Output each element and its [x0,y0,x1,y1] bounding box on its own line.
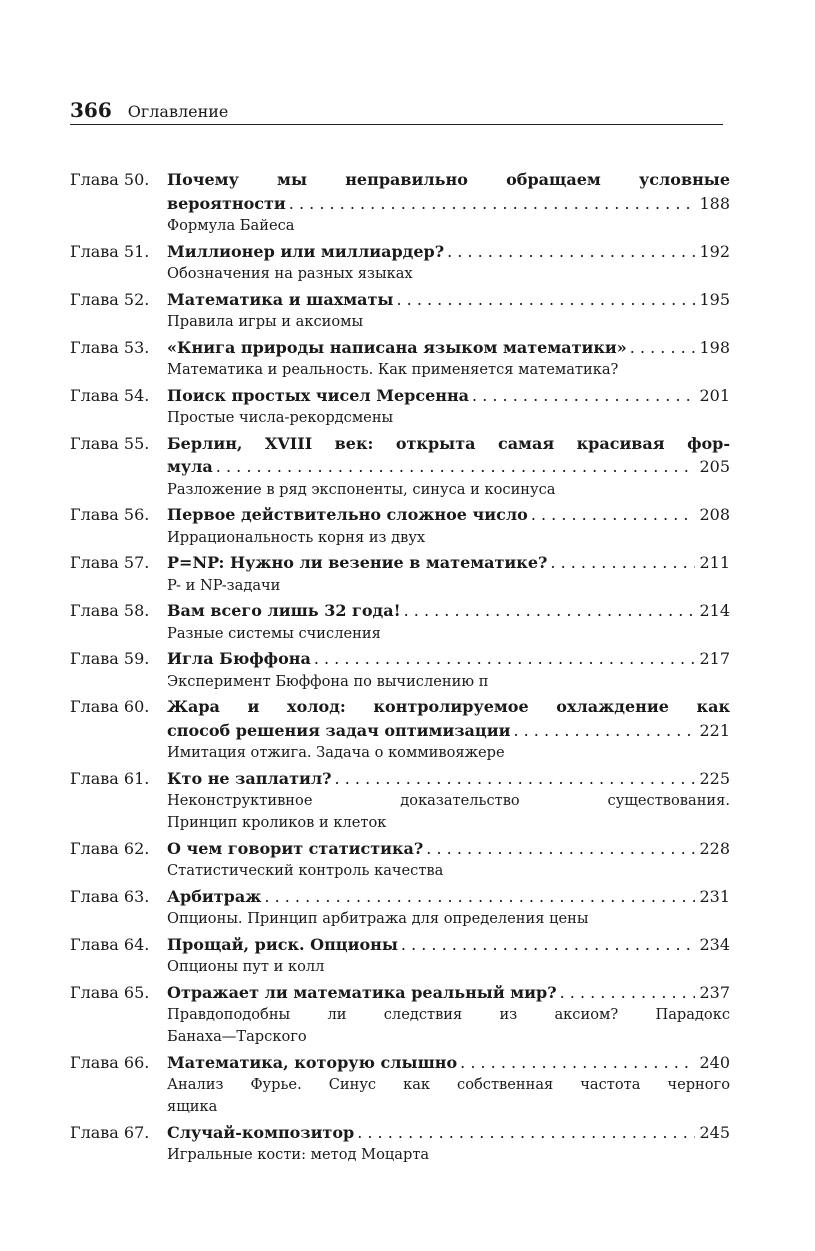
chapter-title: Прощай, риск. Опционы [167,934,398,954]
dot-leader [550,551,695,575]
chapter-label: Глава 60. [70,697,150,717]
page-ref: 211 [699,553,730,573]
section-subtitle: Опционы. Принцип арбитража для определения цены [167,910,589,928]
section-subtitle: Иррациональность корня из двух [167,528,426,546]
chapter-title: P=NP: Нужно ли везение в математике? [167,553,548,573]
toc-entry [70,1121,730,1167]
chapter-label: Глава 53. [70,337,150,357]
chapter-label: Глава 54. [70,385,150,405]
chapter-label: Глава 50. [70,170,150,189]
section-subtitle: Опционы пут и колл [167,958,325,976]
title-line [167,933,730,957]
toc-entry [70,551,730,597]
section-subtitle: Имитация отжига. Задача о коммивояжере [167,744,505,762]
dot-leader [472,384,695,408]
section-subtitle: Банаха—Тарского [167,1028,307,1046]
dot-leader [264,885,695,909]
entry-body [167,647,730,693]
dot-leader [289,192,696,216]
entry-body [167,981,730,1049]
title-line [167,240,730,264]
chapter-title-first-line: Почему мы неправильно обращаем условные [167,170,730,189]
page-ref: 217 [699,649,730,669]
chapter-title: Вам всего лишь 32 года! [167,601,401,621]
section-subtitle: Правила игры и аксиомы [167,313,364,331]
entry-body [167,885,730,931]
page-ref: 245 [699,1122,730,1142]
dot-leader [531,503,696,527]
page-ref: 234 [699,934,730,954]
toc-entry [70,885,730,931]
entry-body [167,336,730,382]
section-subtitle: ящика [167,1098,218,1116]
title-line [167,719,730,743]
dot-leader [401,933,696,957]
toc-entry [70,599,730,645]
chapter-title: способ решения задач оптимизации [167,720,511,740]
chapter-title: Математика и шахматы [167,289,394,309]
toc-entry [70,767,730,835]
chapter-title: «Книга природы написана языком математики» [167,337,627,357]
entry-body [167,1051,730,1119]
title-line [167,767,730,791]
title-line [167,885,730,909]
chapter-label: Глава 66. [70,1052,150,1072]
chapter-title: Математика, которую слышно [167,1052,458,1072]
chapter-label: Глава 67. [70,1122,150,1142]
chapter-label: Глава 51. [70,241,150,261]
title-line [167,647,730,671]
chapter-label: Глава 61. [70,768,150,788]
entry-body [167,240,730,286]
chapter-title: Случай-композитор [167,1122,355,1142]
dot-leader [396,288,695,312]
chapter-title-first-line: Жара и холод: контролируемое охлаждение как [167,697,730,717]
chapter-label: Глава 52. [70,289,150,309]
page-ref: 231 [699,886,730,906]
section-subtitle: Эксперимент Бюффона по вычислению π [167,672,489,690]
entry-body [167,837,730,883]
section-subtitle: Принцип кроликов и клеток [167,814,387,832]
chapter-label: Глава 58. [70,601,150,621]
page-ref: 208 [699,505,730,525]
running-header [70,98,723,125]
page-ref: 205 [699,457,730,477]
page-ref: 221 [699,720,730,740]
dot-leader [357,1121,695,1145]
entry-body [167,288,730,334]
running-title: Оглавление [127,102,229,121]
toc-entry [70,384,730,430]
section-subtitle: Правдоподобны ли следствия из аксиом? Парадокс [167,1006,730,1024]
toc-entry [70,288,730,334]
section-subtitle: Обозначения на разных языках [167,265,413,283]
dot-leader [216,455,696,479]
section-subtitle: Статистический контроль качества [167,862,444,880]
toc-entry [70,933,730,979]
dot-leader [560,981,696,1005]
section-subtitle: Разложение в ряд экспоненты, синуса и косинуса [167,480,556,498]
chapter-label: Глава 57. [70,553,150,573]
title-line [167,1121,730,1145]
page-ref: 198 [699,337,730,357]
dot-leader [426,837,695,861]
title-line [167,981,730,1005]
entry-body [167,432,730,501]
title-line [167,192,730,216]
toc-entry [70,837,730,883]
table-of-contents [70,168,730,1169]
section-subtitle: Математика и реальность. Как применяется математика? [167,361,619,379]
title-line [167,599,730,623]
toc-entry [70,981,730,1049]
entry-body [167,767,730,835]
page-ref: 237 [699,982,730,1002]
page-ref: 228 [699,838,730,858]
dot-leader [314,647,696,671]
chapter-title: О чем говорит статистика? [167,838,424,858]
page-ref: 201 [699,385,730,405]
chapter-title: Кто не заплатил? [167,768,332,788]
section-subtitle: Формула Байеса [167,217,295,235]
section-subtitle: Неконструктивное доказательство существования. [167,792,730,810]
chapter-title: Арбитраж [167,886,262,906]
title-line [167,288,730,312]
section-subtitle: Анализ Фурье. Синус как собственная частота черного [167,1076,730,1094]
chapter-label: Глава 59. [70,649,150,669]
chapter-label: Глава 55. [70,433,150,453]
chapter-title: Миллионер или миллиардер? [167,241,445,261]
toc-entry [70,168,730,237]
page-ref: 188 [699,193,730,213]
chapter-label: Глава 56. [70,505,150,525]
title-line [167,384,730,408]
toc-entry [70,336,730,382]
chapter-label: Глава 65. [70,982,150,1002]
entry-body [167,933,730,979]
title-line [167,1051,730,1075]
page-ref: 192 [699,241,730,261]
section-subtitle: Разные системы счисления [167,624,381,642]
toc-entry [70,432,730,501]
chapter-title: Поиск простых чисел Мерсенна [167,385,470,405]
chapter-title: Первое действительно сложное число [167,505,528,525]
entry-body [167,695,730,764]
page-ref: 195 [699,289,730,309]
chapter-label: Глава 63. [70,886,150,906]
section-subtitle: P- и NP-задачи [167,576,281,594]
chapter-label: Глава 62. [70,838,150,858]
chapter-title: вероятности [167,193,286,213]
section-subtitle: Игральные кости: метод Моцарта [167,1146,430,1164]
toc-entry [70,503,730,549]
title-line [167,551,730,575]
section-subtitle: Простые числа-рекордсмены [167,409,394,427]
chapter-title-first-line: Берлин, XVIII век: открыта самая красивая фор- [167,433,730,453]
entry-body [167,551,730,597]
title-line [167,837,730,861]
dot-leader [335,767,696,791]
entry-body [167,599,730,645]
title-line [167,336,730,360]
page-ref: 225 [699,768,730,788]
chapter-title: Игла Бюффона [167,649,311,669]
dot-leader [404,599,696,623]
chapter-label: Глава 64. [70,934,150,954]
entry-body [167,1121,730,1167]
entry-body [167,168,730,237]
toc-entry [70,647,730,693]
title-line [167,455,730,479]
dot-leader [513,719,695,743]
dot-leader [447,240,695,264]
page-ref: 214 [699,601,730,621]
toc-entry [70,240,730,286]
toc-entry [70,695,730,764]
entry-body [167,384,730,430]
dot-leader [460,1051,695,1075]
entry-body [167,503,730,549]
toc-entry [70,1051,730,1119]
title-line [167,503,730,527]
page-ref: 240 [699,1052,730,1072]
chapter-title: Отражает ли математика реальный мир? [167,982,557,1002]
dot-leader [630,336,696,360]
chapter-title: мула [167,457,213,477]
page-number: 366 [70,98,112,122]
